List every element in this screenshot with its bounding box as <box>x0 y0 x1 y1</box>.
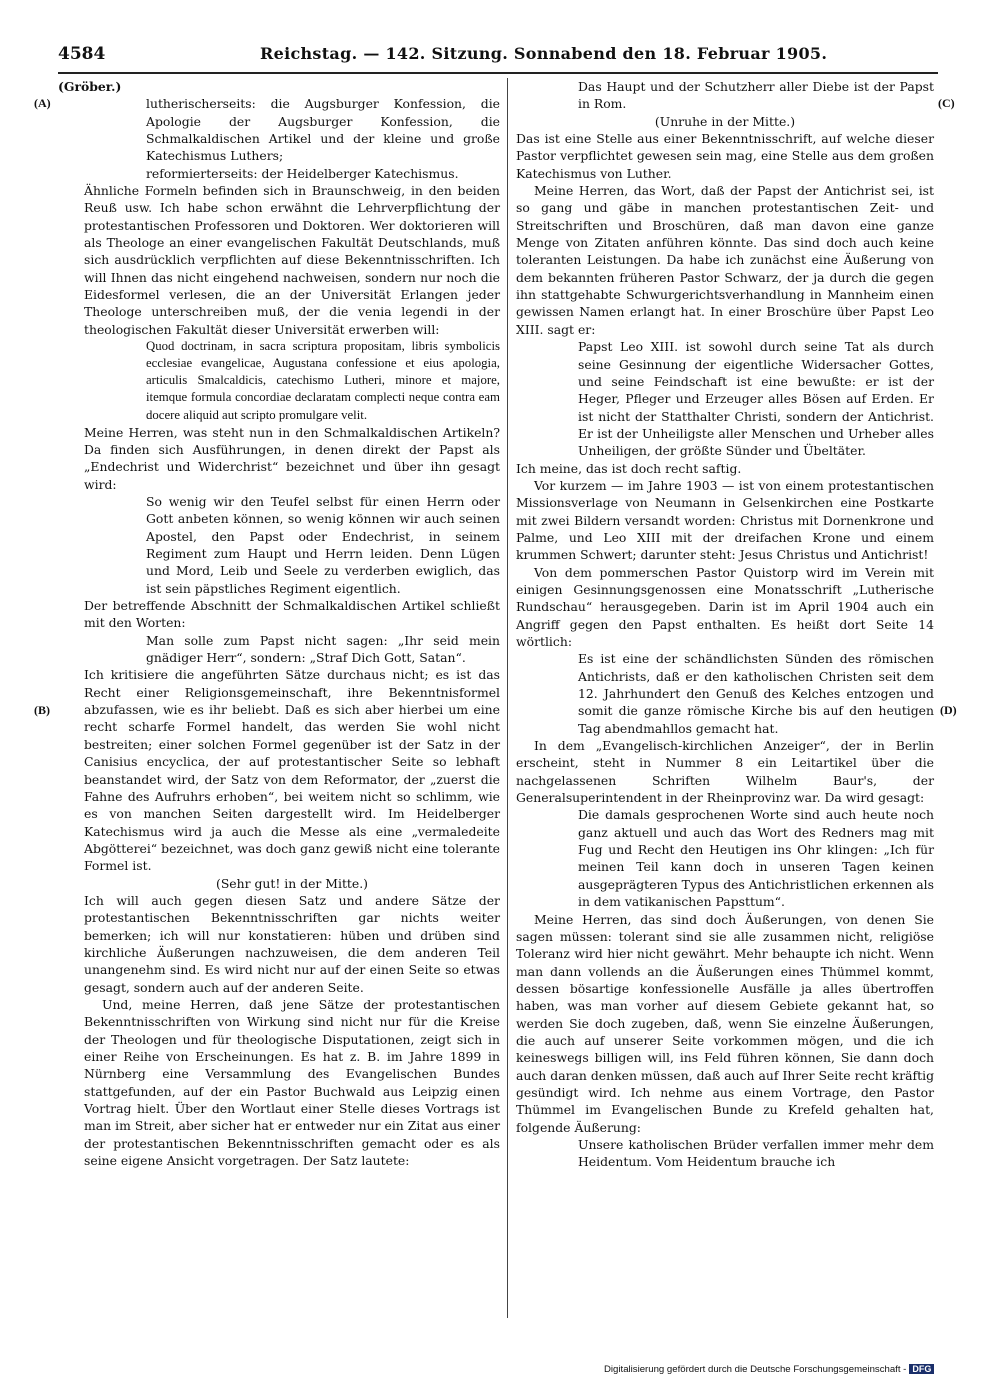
margin-marker-a: (A) <box>34 96 51 110</box>
interjection: (Unruhe in der Mitte.) <box>654 113 796 129</box>
paragraph: Ich kritisiere die angeführten Sätze durchaus nicht; es ist das Recht einer Religionsgemeinschaft, ihre Bekenntnisformel abzufassen, wie es ihr beliebt. Daß es sich aber hierbei um eine recht scharfe Formel handelt, das werden Sie wohl nicht bestreiten; einer solchen Formel gegenüber ist der Satz in der Canisius encyclica, der auf protestantischer Seite so lebhaft beanstandet wird, der Satz von dem Reformator, der „zuerst die Fahne des Aufruhrs erhoben“, bei weitem nicht so schlimm, wie es von manchen Seiten dargestellt wird. Im Heidelberger Katechismus wird ja auch die Messe als eine „vermaledeite Abgötterei“ bezeichnet, was doch ganz gewiß nicht eine tolerante Formel ist. <box>84 667 500 874</box>
margin-marker-d: (D) <box>940 703 957 717</box>
paragraph: Meine Herren, was steht nun in den Schmalkaldischen Artikeln? Da finden sich Ausführungen, in denen direkt der Papst als „Endechrist und Widerchrist“ bezeichnet und über ihn gesagt wird: <box>84 424 500 492</box>
margin-marker-b: (B) <box>34 703 50 717</box>
page-header <box>58 44 938 74</box>
confession-list-lutheran: lutherischerseits: die Augsburger Konfession, die Apologie der Augsburger Konfession, die Schmalkaldischen Artikel und der kleine und große Katechismus Luthers; <box>146 96 500 164</box>
latin-oath-quote: Quod doctrinam, in sacra scriptura propositam, libris symbolicis ecclesiae evangelicae, Augustana confessione et eius apologia, articulis Smalcaldicis, catechismo Lutheri, minore et majore, itemque formula concordiae declaratam complecti neque contra eam docere aliquid aut scripto promulgare velit. <box>146 339 500 422</box>
block-quote: Unsere katholischen Brüder verfallen immer mehr dem Heidentum. Vom Heidentum brauche ich <box>578 1136 934 1170</box>
right-column <box>516 78 934 1171</box>
margin-marker-c: (C) <box>938 96 955 110</box>
paragraph: Das ist eine Stelle aus einer Bekenntnisschrift, auf welche dieser Pastor verpflichtet gewesen sein mag, eine Stelle aus dem großen Katechismus von Luther. <box>516 131 934 181</box>
block-quote: Das Haupt und der Schutzherr aller Diebe ist der Papst in Rom. <box>578 79 934 112</box>
header-rule <box>58 72 938 74</box>
running-title: Reichstag. — 142. Sitzung. Sonnabend den 18. Februar 1905. <box>260 44 828 63</box>
dfg-logo: DFG <box>909 1364 934 1374</box>
left-column <box>58 78 500 1169</box>
paragraph: Von dem pommerschen Pastor Quistorp wird im Verein mit einigen Gesinnungsgenossen eine Monatsschrift „Lutherische Rundschau“ herausgegeben. Darin ist im April 1904 auch ein Angriff gegen den Papst enthalten. Es heißt dort Seite 14 wörtlich: <box>516 564 934 649</box>
paragraph: Ähnliche Formeln befinden sich in Braunschweig, in den beiden Reuß usw. Ich habe schon erwähnt die Lehrverpflichtung der protestantischen Professoren und Doktoren. Wer doktorieren will als Theologe an einer evangelischen Fakultät Deutschlands, muß sich ausdrücklich verpflichten auf diese Bekenntnisschriften. Ich will Ihnen das nicht eingehend nachweisen, sondern nur noch die Eidesformel verlesen, die an der Universität Erlangen jeder Theologe unterschreiben muß, der die venia legendi in der theologischen Fakultät dieser Universität erwerben will: <box>84 183 500 337</box>
block-quote: So wenig wir den Teufel selbst für einen Herrn oder Gott anbeten können, so wenig können wir auch seinen Apostel, den Papst oder Endechrist, in seinem Regiment zum Haupt und Herrn leiden. Denn Lügen und Mord, Leib und Seele zu verderben ewiglich, das ist sein päpstliches Regiment eigentlich. <box>146 494 500 596</box>
interjection: (Sehr gut! in der Mitte.) <box>215 875 369 891</box>
page-number: 4584 <box>58 44 106 64</box>
paragraph: Vor kurzem — im Jahre 1903 — ist von einem protestantischen Missionsverlage von Neumann in Gelsenkirchen eine Postkarte mit zwei Bildern versandt worden: Christus mit Dornenkrone und Palme, und Leo XIII mit der dreifachen Krone und einem krummen Schwert; darunter steht: Jesus Christus und Antichrist! <box>516 477 934 563</box>
paragraph: Meine Herren, das sind doch Äußerungen, von denen Sie sagen müssen: tolerant sind sie alle zusammen nicht, religiöse Toleranz wird hier nicht gewährt. Mehr behaupte ich nicht. Wenn man dann vollends an die Äußerungen eines Thümmel kommt, dessen bösartige konfessionelle Ausfälle ja alles übertroffen haben, was man vorher auf diesem Gebiete gekannt hat, so werden Sie doch zugeben, daß, wenn Sie einzelne Äußerungen, die auch auf unserer Seite vorkommen mögen, und die ich keineswegs billigen will, ins Feld führen können, Sie dann doch auch daran denken müssen, daß auch auf Ihrer Seite recht kräftig gesündigt wird. Ich nehme aus einem Vortrage, den Pastor Thümmel im Evangelischen Bunde zu Krefeld gehalten hat, folgende Äußerung: <box>516 911 934 1135</box>
paragraph: Und, meine Herren, daß jene Sätze der protestantischen Bekenntnisschriften von Wirkung sind nicht nur für die Kreise der Theologen und für theologische Disputationen, zeigt sich in einer Reihe von Erscheinungen. Es hat z. B. im Jahre 1899 in Nürnberg eine Versammlung des Evangelischen Bundes stattgefunden, auf der ein Pastor Buchwald aus Leipzig einen Vortrag hielt. Über den Wortlaut einer Stelle dieses Vortrags ist man im Streit, aber sicher hat er entweder nur ein Zitat aus einer der protestantischen Bekenntnisschriften gemacht oder es als seine eigene Ansicht vorgetragen. Der Satz lautete: <box>84 996 500 1169</box>
paragraph: Der betreffende Abschnitt der Schmalkaldischen Artikel schließt mit den Worten: <box>84 598 500 631</box>
digitization-footer <box>604 1364 934 1375</box>
paragraph: Meine Herren, das Wort, daß der Papst der Antichrist sei, ist so gang und gäbe in manchen protestantischen Zeit- und Streitschriften und Broschüren, daß man davon eine ganze Menge von Zitaten anführen könnte. Das sind doch auch keine toleranten Leistungen. Da habe ich zunächst eine Äußerung von dem bekannten früheren Pastor Schwarz, der ja durch die gegen ihn stattgehabte Schwurgerichtsverhandlung in Mannheim einen gewissen Namen erlangt hat. In einer Broschüre über Papst Leo XIII. sagt er: <box>516 183 934 337</box>
paragraph: In dem „Evangelisch-kirchlichen Anzeiger“, der in Berlin erscheint, steht in Nummer 8 ein Leitartikel über die nachgelassenen Schriften Wilhelm Baur's, der Generalsuperintendent in der Rheinprovinz war. Da wird gesagt: <box>516 738 934 806</box>
block-quote: Man solle zum Papst nicht sagen: „Ihr seid mein gnädiger Herr“, sondern: „Straf Dich Gott, Satan“. <box>146 632 500 666</box>
confession-list-reformed: reformierterseits: der Heidelberger Katechismus. <box>146 165 459 181</box>
block-quote: Papst Leo XIII. ist sowohl durch seine Tat als durch seine Gesinnung der eigentliche Widersacher Gottes, und seine Feindschaft ist eine bewußte: er ist der Heger, Pfleger und Erzeuger alles Bösen auf Erden. Er ist nicht der Statthalter Christi, sondern der Antichrist. Er ist der Unheiligste aller Menschen und Urheber alles Unheiligen, der größte Sünder und Übeltäter. <box>578 339 934 459</box>
block-quote: Die damals gesprochenen Worte sind auch heute noch ganz aktuell und auch das Wort des Redners mag mit Fug und Recht den Heutigen ins Ohr klingen: „Ich für meinen Teil kann doch in unseren Tagen keinen ausgeprägteren Typus des Antichristlichen erkennen als in dem vatikanischen Papsttum“. <box>578 807 934 910</box>
block-quote: Es ist eine der schändlichsten Sünden des römischen Antichrists, daß er den katholischen Christen seit dem 12. Jahrhundert den Genuß des Kelches entzogen und somit die ganze römische Kirche bis auf den heutigen Tag abendmahllos gemacht hat. <box>578 651 934 736</box>
column-divider <box>507 78 508 1318</box>
footer-text: Digitalisierung gefördert durch die Deutsche Forschungsgemeinschaft - <box>604 1364 907 1375</box>
paragraph: Ich will auch gegen diesen Satz und andere Sätze der protestantischen Bekenntnisschriften gar nichts weiter bemerken; ich will nur konstatieren: hüben und drüben sind kirchliche Äußerungen nachzuweisen, die dem anderen Teil unangenehm sind. Es wird nicht nur auf der einen Seite so etwas gesagt, sondern auch auf der anderen Seite. <box>84 892 500 995</box>
paragraph: Ich meine, das ist doch recht saftig. <box>516 460 742 476</box>
speaker-name: (Gröber.) <box>58 79 122 94</box>
